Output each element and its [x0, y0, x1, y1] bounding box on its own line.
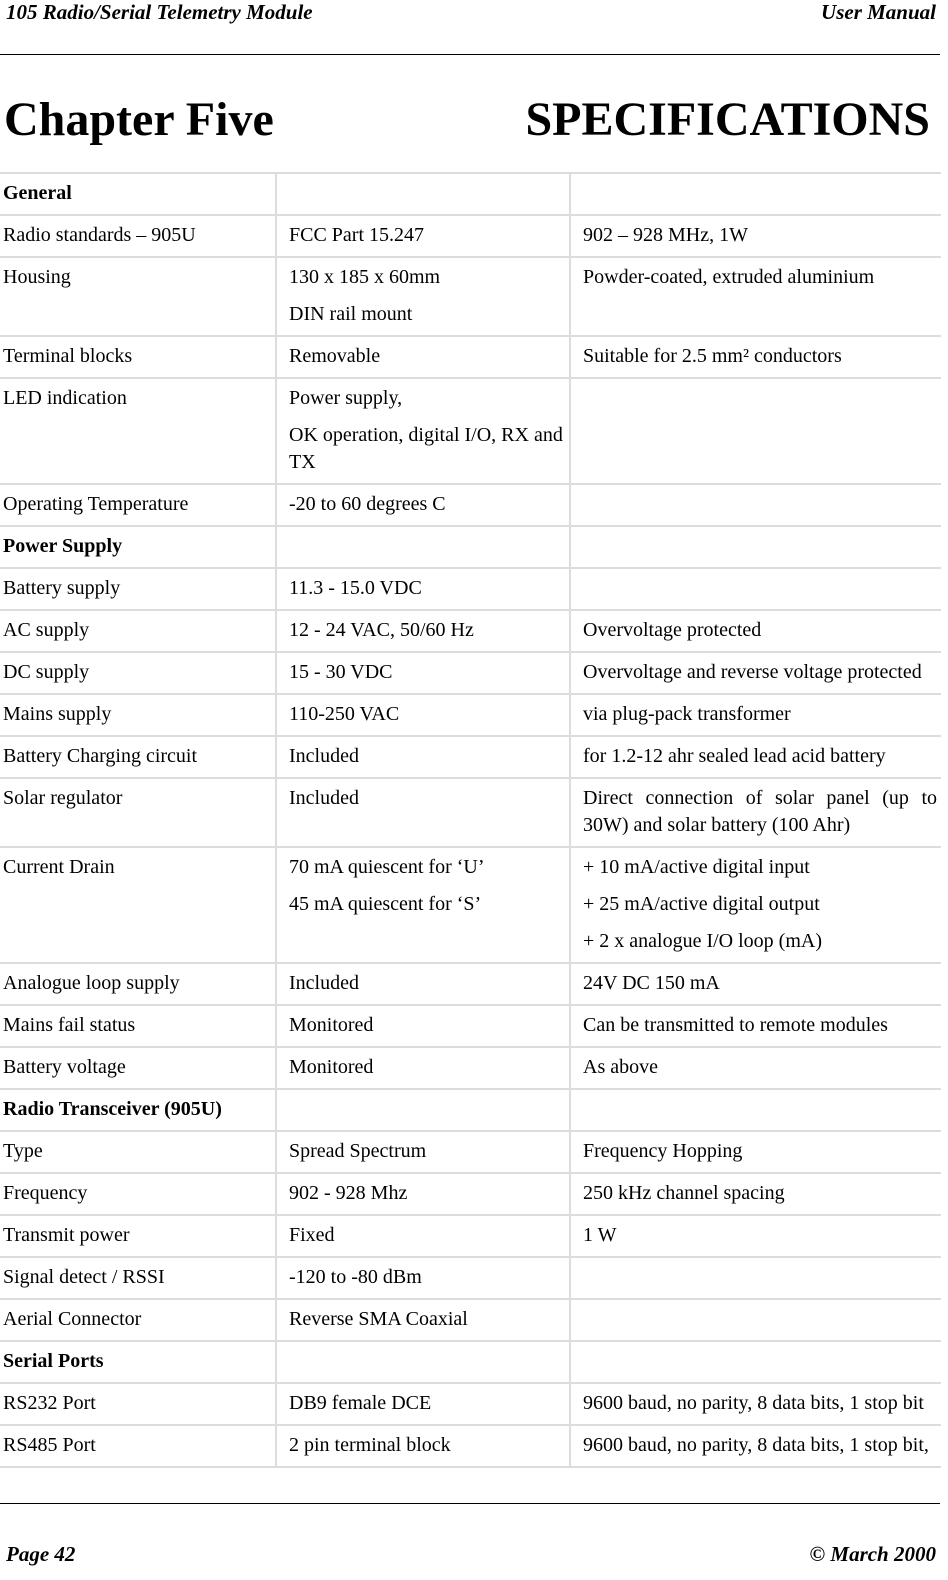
spec-notes [570, 378, 941, 484]
spec-value [276, 778, 570, 847]
spec-value [276, 1005, 570, 1047]
spec-row [0, 1047, 941, 1089]
spec-notes-line: 9600 baud, no parity, 8 data bits, 1 stop bit, [583, 1434, 929, 1456]
spec-row [0, 736, 941, 778]
spec-notes [570, 484, 941, 526]
section-header-row [0, 1089, 941, 1131]
spec-value-line: Spread Spectrum [289, 1140, 427, 1162]
spec-value-line: 12 - 24 VAC, 50/60 Hz [289, 619, 474, 641]
running-header-manual: User Manual [821, 0, 936, 24]
specifications-table-body [0, 173, 941, 1467]
spec-row [0, 1425, 941, 1467]
spec-value [276, 610, 570, 652]
spec-value-line: OK operation, digital I/O, RX and TX [289, 424, 563, 473]
spec-value [276, 1383, 570, 1425]
spec-notes-line: 250 kHz channel spacing [583, 1182, 785, 1204]
specifications-table [0, 172, 941, 1468]
spec-value-line: -120 to -80 dBm [289, 1266, 422, 1288]
spec-notes [570, 1299, 941, 1341]
spec-label: Aerial Connector [0, 1299, 276, 1341]
spec-notes [570, 336, 941, 378]
spec-notes-line: + 25 mA/active digital output [583, 893, 820, 915]
spec-notes [570, 1341, 941, 1383]
spec-notes-line: 9600 baud, no parity, 8 data bits, 1 stop bit [583, 1392, 924, 1414]
spec-label: RS232 Port [0, 1383, 276, 1425]
spec-notes [570, 1173, 941, 1215]
spec-value [276, 173, 570, 215]
spec-value-line: Included [289, 745, 359, 767]
spec-row [0, 336, 941, 378]
spec-notes-line: Direct connection of solar panel (up to 30W) and solar battery (100 Ahr) [583, 787, 937, 836]
section-title: Power Supply [0, 526, 276, 568]
spec-value-line: 2 pin terminal block [289, 1434, 451, 1456]
spec-notes [570, 963, 941, 1005]
spec-value-line: FCC Part 15.247 [289, 224, 425, 246]
section-header-row [0, 173, 941, 215]
spec-label: Mains supply [0, 694, 276, 736]
spec-notes [570, 215, 941, 257]
spec-value [276, 1131, 570, 1173]
spec-label: RS485 Port [0, 1425, 276, 1467]
spec-label: Signal detect / RSSI [0, 1257, 276, 1299]
section-title: Radio Transceiver (905U) [0, 1089, 276, 1131]
section-title: Serial Ports [0, 1341, 276, 1383]
spec-value [276, 847, 570, 963]
spec-notes [570, 778, 941, 847]
running-header-title: 105 Radio/Serial Telemetry Module [6, 0, 313, 24]
spec-notes [570, 568, 941, 610]
spec-notes-line: 902 – 928 MHz, 1W [583, 224, 748, 246]
spec-row [0, 1383, 941, 1425]
spec-value [276, 963, 570, 1005]
spec-notes-line: Suitable for 2.5 mm² conductors [583, 345, 842, 367]
spec-value-line: 11.3 - 15.0 VDC [289, 577, 422, 599]
spec-value-line: Fixed [289, 1224, 335, 1246]
spec-row [0, 568, 941, 610]
spec-row [0, 694, 941, 736]
spec-notes [570, 1257, 941, 1299]
spec-value-line: Monitored [289, 1014, 374, 1036]
spec-value-line: Removable [289, 345, 381, 367]
spec-notes-line: via plug-pack transformer [583, 703, 791, 725]
spec-row [0, 1215, 941, 1257]
spec-notes [570, 847, 941, 963]
spec-notes [570, 257, 941, 336]
spec-label: Analogue loop supply [0, 963, 276, 1005]
spec-notes [570, 1005, 941, 1047]
spec-row [0, 378, 941, 484]
spec-value-line: 110-250 VAC [289, 703, 400, 725]
spec-value-line: 70 mA quiescent for ‘U’ [289, 856, 485, 878]
spec-notes [570, 173, 941, 215]
spec-label: Radio standards – 905U [0, 215, 276, 257]
spec-value-line: 130 x 185 x 60mm [289, 266, 441, 288]
spec-notes [570, 1425, 941, 1467]
spec-value-line: Monitored [289, 1056, 374, 1078]
spec-value [276, 378, 570, 484]
spec-notes [570, 1047, 941, 1089]
spec-value [276, 1299, 570, 1341]
spec-notes [570, 1215, 941, 1257]
spec-value [276, 1047, 570, 1089]
spec-label: Solar regulator [0, 778, 276, 847]
spec-notes [570, 610, 941, 652]
section-header-row [0, 1341, 941, 1383]
spec-notes-line: + 2 x analogue I/O loop (mA) [583, 930, 823, 952]
spec-label: Mains fail status [0, 1005, 276, 1047]
spec-label: Terminal blocks [0, 336, 276, 378]
spec-value-line: Power supply, [289, 387, 403, 409]
spec-row [0, 778, 941, 847]
spec-label: Type [0, 1131, 276, 1173]
spec-notes-line: Can be transmitted to remote modules [583, 1014, 888, 1036]
spec-notes-line: Overvoltage and reverse voltage protected [583, 661, 922, 683]
spec-notes-line: Frequency Hopping [583, 1140, 743, 1162]
spec-value [276, 1173, 570, 1215]
spec-value-line: Included [289, 787, 359, 809]
spec-row [0, 1005, 941, 1047]
spec-label: Frequency [0, 1173, 276, 1215]
chapter-label: Chapter Five [4, 93, 274, 146]
spec-value [276, 257, 570, 336]
spec-value-line: DB9 female DCE [289, 1392, 432, 1414]
spec-value [276, 484, 570, 526]
spec-notes-line: + 10 mA/active digital input [583, 856, 810, 878]
spec-value [276, 1215, 570, 1257]
spec-row [0, 484, 941, 526]
spec-value-line: 902 - 928 Mhz [289, 1182, 408, 1204]
section-header-row [0, 526, 941, 568]
spec-value [276, 652, 570, 694]
spec-row [0, 652, 941, 694]
spec-notes [570, 736, 941, 778]
spec-value-line: Reverse SMA Coaxial [289, 1308, 468, 1330]
spec-value-line: Included [289, 972, 359, 994]
spec-label: Battery supply [0, 568, 276, 610]
spec-label: Current Drain [0, 847, 276, 963]
spec-label: Transmit power [0, 1215, 276, 1257]
spec-value-line: DIN rail mount [289, 303, 413, 325]
page-number: Page 42 [6, 1542, 76, 1566]
spec-value-line: -20 to 60 degrees C [289, 493, 446, 515]
footer-rule [0, 1503, 940, 1504]
spec-label: AC supply [0, 610, 276, 652]
spec-row [0, 963, 941, 1005]
spec-row [0, 1299, 941, 1341]
spec-notes-line: Powder-coated, extruded aluminium [583, 266, 875, 288]
spec-notes [570, 1089, 941, 1131]
spec-value-line: 45 mA quiescent for ‘S’ [289, 893, 482, 915]
spec-notes [570, 1383, 941, 1425]
spec-value [276, 1425, 570, 1467]
spec-value [276, 1257, 570, 1299]
spec-value [276, 1089, 570, 1131]
spec-value-line: 15 - 30 VDC [289, 661, 393, 683]
spec-notes-line: 1 W [583, 1224, 617, 1246]
spec-label: DC supply [0, 652, 276, 694]
chapter-title: SPECIFICATIONS [525, 93, 930, 146]
spec-row [0, 215, 941, 257]
spec-label: Battery voltage [0, 1047, 276, 1089]
spec-value [276, 336, 570, 378]
spec-label: Battery Charging circuit [0, 736, 276, 778]
spec-value [276, 694, 570, 736]
spec-value [276, 526, 570, 568]
spec-value [276, 215, 570, 257]
spec-notes-line: for 1.2-12 ahr sealed lead acid battery [583, 745, 886, 767]
spec-label: LED indication [0, 378, 276, 484]
copyright-date: © March 2000 [809, 1542, 936, 1566]
spec-row [0, 1173, 941, 1215]
spec-row [0, 610, 941, 652]
spec-label: Operating Temperature [0, 484, 276, 526]
spec-value [276, 1341, 570, 1383]
spec-notes-line: Overvoltage protected [583, 619, 762, 641]
spec-notes-line: 24V DC 150 mA [583, 972, 720, 994]
spec-row [0, 1131, 941, 1173]
spec-notes [570, 694, 941, 736]
spec-notes-line: As above [583, 1056, 658, 1078]
spec-notes [570, 652, 941, 694]
spec-notes [570, 526, 941, 568]
spec-row [0, 1257, 941, 1299]
spec-notes [570, 1131, 941, 1173]
spec-label: Housing [0, 257, 276, 336]
spec-row [0, 847, 941, 963]
section-title: General [0, 173, 276, 215]
spec-value [276, 736, 570, 778]
spec-value [276, 568, 570, 610]
spec-row [0, 257, 941, 336]
header-rule [0, 54, 940, 55]
